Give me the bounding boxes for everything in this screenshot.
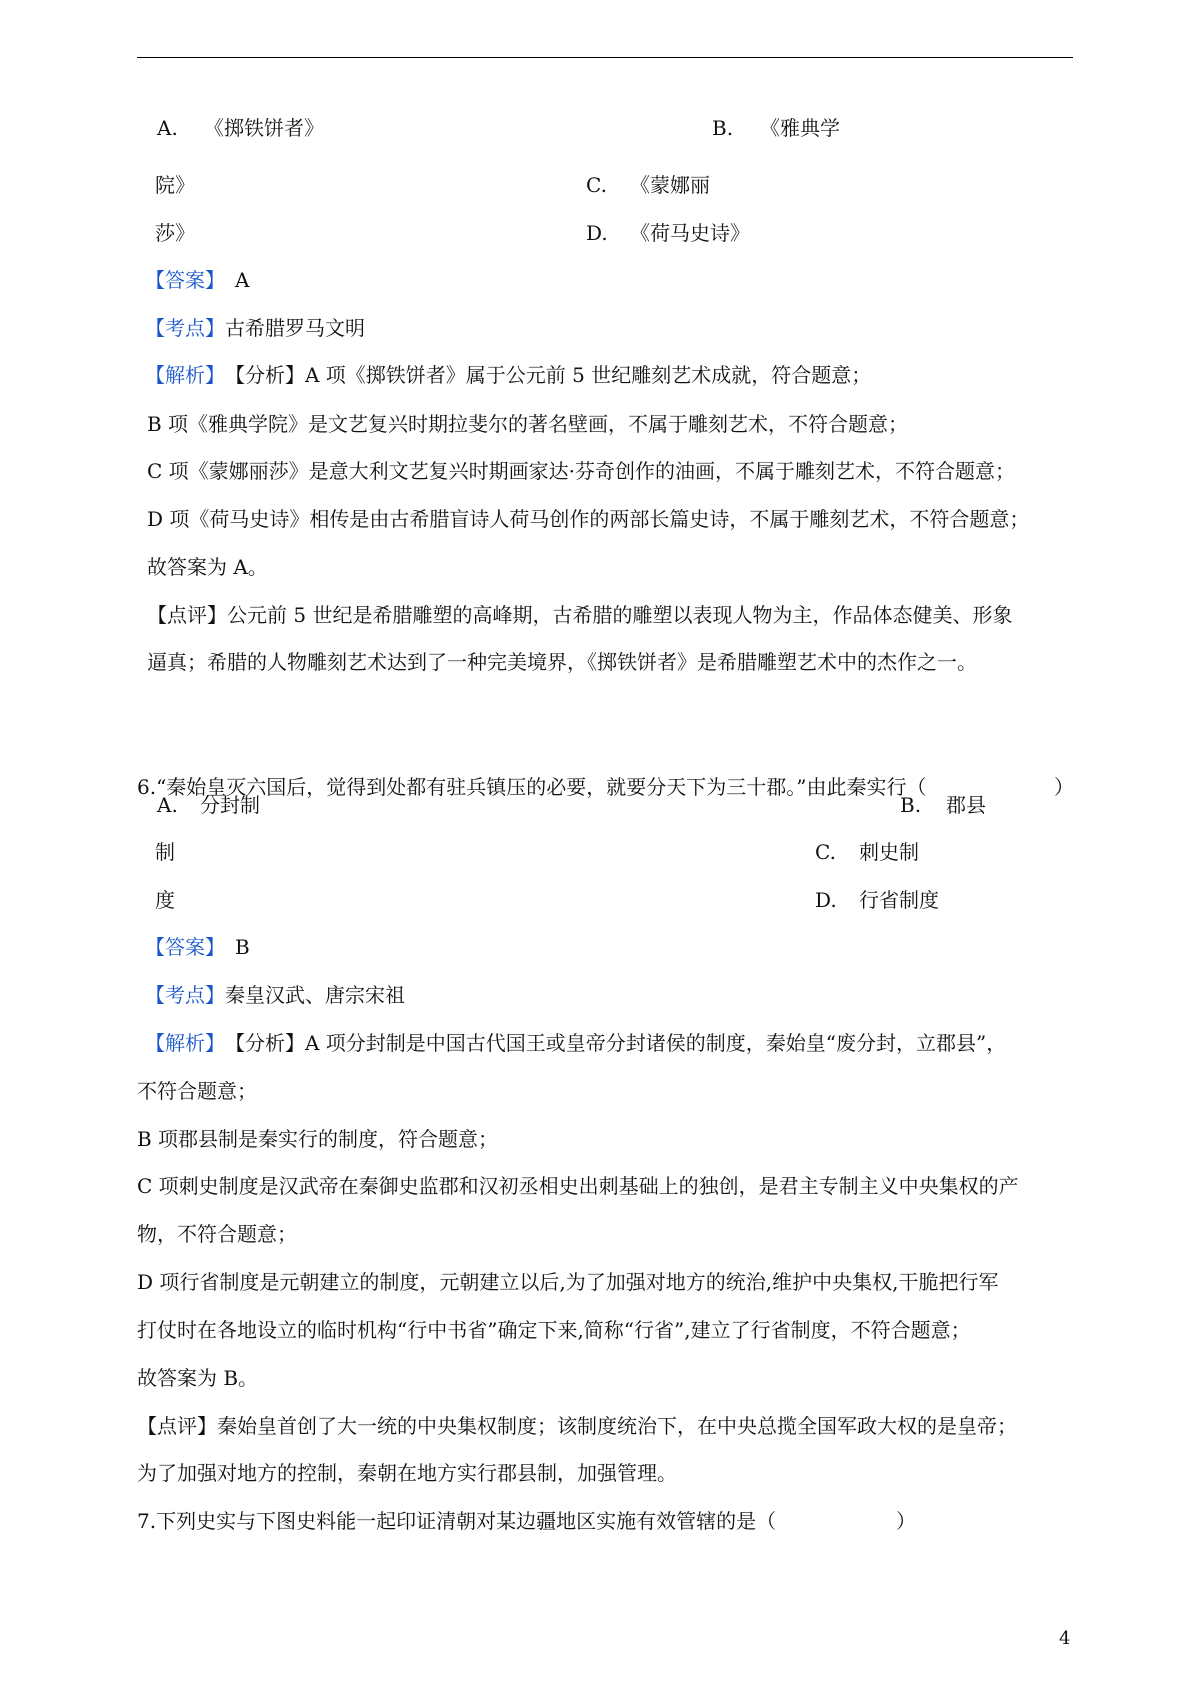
q6-analysis-line: 物，不符合题意；: [137, 1222, 297, 1246]
q6-analysis-line: 不符合题意；: [137, 1079, 257, 1103]
q5-option-c-text-2: 莎》: [155, 221, 195, 245]
q6-comment-line: 【点评】秦始皇首创了大一统的中央集权制度；该制度统治下，在中央总揽全国军政大权的是皇帝；: [137, 1414, 1017, 1438]
q5-kaodian-tag: 【考点】: [145, 316, 225, 340]
q6-kaodian-tag: 【考点】: [145, 983, 225, 1007]
q6-stem: 6.“秦始皇灭六国后，觉得到处都有驻兵镇压的必要，就要分天下为三十郡。”由此秦实行（: [137, 775, 927, 799]
q6-option-d-letter: D.: [815, 888, 837, 912]
q5-answer: A: [235, 268, 250, 292]
q5-analysis-line: B 项《雅典学院》是文艺复兴时期拉斐尔的著名壁画，不属于雕刻艺术，不符合题意；: [147, 412, 909, 436]
q6-option-d-text: 行省制度: [859, 888, 939, 912]
q5-option-a-letter: A.: [157, 116, 178, 140]
q6-stem-close: ）: [1054, 775, 1074, 799]
q6-option-b-text-2: 制: [155, 840, 175, 864]
header-rule: [137, 57, 1073, 58]
q6-option-a-letter: A.: [157, 793, 178, 817]
q5-option-d-text: 《荷马史诗》: [630, 221, 750, 245]
q6-option-a-text: 分封制: [200, 793, 260, 817]
q5-analysis-line: C 项《蒙娜丽莎》是意大利文艺复兴时期画家达·芬奇创作的油画，不属于雕刻艺术，不符合题意；: [147, 459, 1016, 483]
q5-option-d-letter: D.: [586, 221, 608, 245]
q6-jiexi-tag: 【解析】: [145, 1031, 225, 1055]
q6-answer: B: [235, 935, 250, 959]
q7-stem: 7.下列史实与下图史料能一起印证清朝对某边疆地区实施有效管辖的是（: [137, 1509, 777, 1533]
q5-option-b-text-1: 《雅典学: [760, 116, 840, 140]
q5-comment-line: 【点评】公元前 5 世纪是希腊雕塑的高峰期，古希腊的雕塑以表现人物为主，作品体态健美、形象: [147, 603, 1013, 627]
q6-analysis-line: D 项行省制度是元朝建立的制度，元朝建立以后,为了加强对地方的统治,维护中央集权,干脆把行军: [137, 1270, 999, 1294]
q6-comment-line: 为了加强对地方的控制，秦朝在地方实行郡县制，加强管理。: [137, 1461, 677, 1485]
q6-option-b-text-3: 度: [155, 888, 175, 912]
q5-answer-tag: 【答案】: [145, 268, 225, 292]
q6-analysis-line: 【分析】A 项分封制是中国古代国王或皇帝分封诸侯的制度，秦始皇“废分封，立郡县”，: [225, 1031, 1007, 1055]
q5-kaodian: 古希腊罗马文明: [225, 316, 365, 340]
q6-answer-tag: 【答案】: [145, 935, 225, 959]
page-number: 4: [1059, 1628, 1071, 1649]
q7-stem-close: ）: [896, 1509, 916, 1533]
q6-option-c-text: 刺史制: [859, 840, 919, 864]
q5-analysis-line: 故答案为 A。: [147, 555, 268, 579]
q6-analysis-line: 故答案为 B。: [137, 1366, 259, 1390]
q5-comment-line: 逼真；希腊的人物雕刻艺术达到了一种完美境界，《掷铁饼者》是希腊雕塑艺术中的杰作之一。: [147, 650, 977, 674]
q5-option-b-letter: B.: [712, 116, 734, 140]
q6-kaodian: 秦皇汉武、唐宗宋祖: [225, 983, 405, 1007]
q5-analysis-line: 【分析】A 项《掷铁饼者》属于公元前 5 世纪雕刻艺术成就，符合题意；: [225, 363, 872, 387]
q6-analysis-line: 打仗时在各地设立的临时机构“行中书省”确定下来,简称“行省”,建立了行省制度，不符合题意；: [137, 1318, 971, 1342]
q6-analysis-line: C 项刺史制度是汉武帝在秦御史监郡和汉初丞相史出刺基础上的独创，是君主专制主义中央集权的产: [137, 1174, 1019, 1198]
q5-option-a-text: 《掷铁饼者》: [204, 116, 324, 140]
q5-option-c-text-1: 《蒙娜丽: [630, 173, 710, 197]
q6-option-c-letter: C.: [815, 840, 836, 864]
q6-option-b-letter: B.: [900, 793, 922, 817]
q5-option-b-text-2: 院》: [155, 173, 195, 197]
q5-analysis-line: D 项《荷马史诗》相传是由古希腊盲诗人荷马创作的两部长篇史诗，不属于雕刻艺术，不符合题意；: [147, 507, 1030, 531]
q5-option-c-letter: C.: [586, 173, 607, 197]
q6-option-b-text-1: 郡县: [946, 793, 986, 817]
q5-jiexi-tag: 【解析】: [145, 363, 225, 387]
q6-analysis-line: B 项郡县制是秦实行的制度，符合题意；: [137, 1127, 499, 1151]
